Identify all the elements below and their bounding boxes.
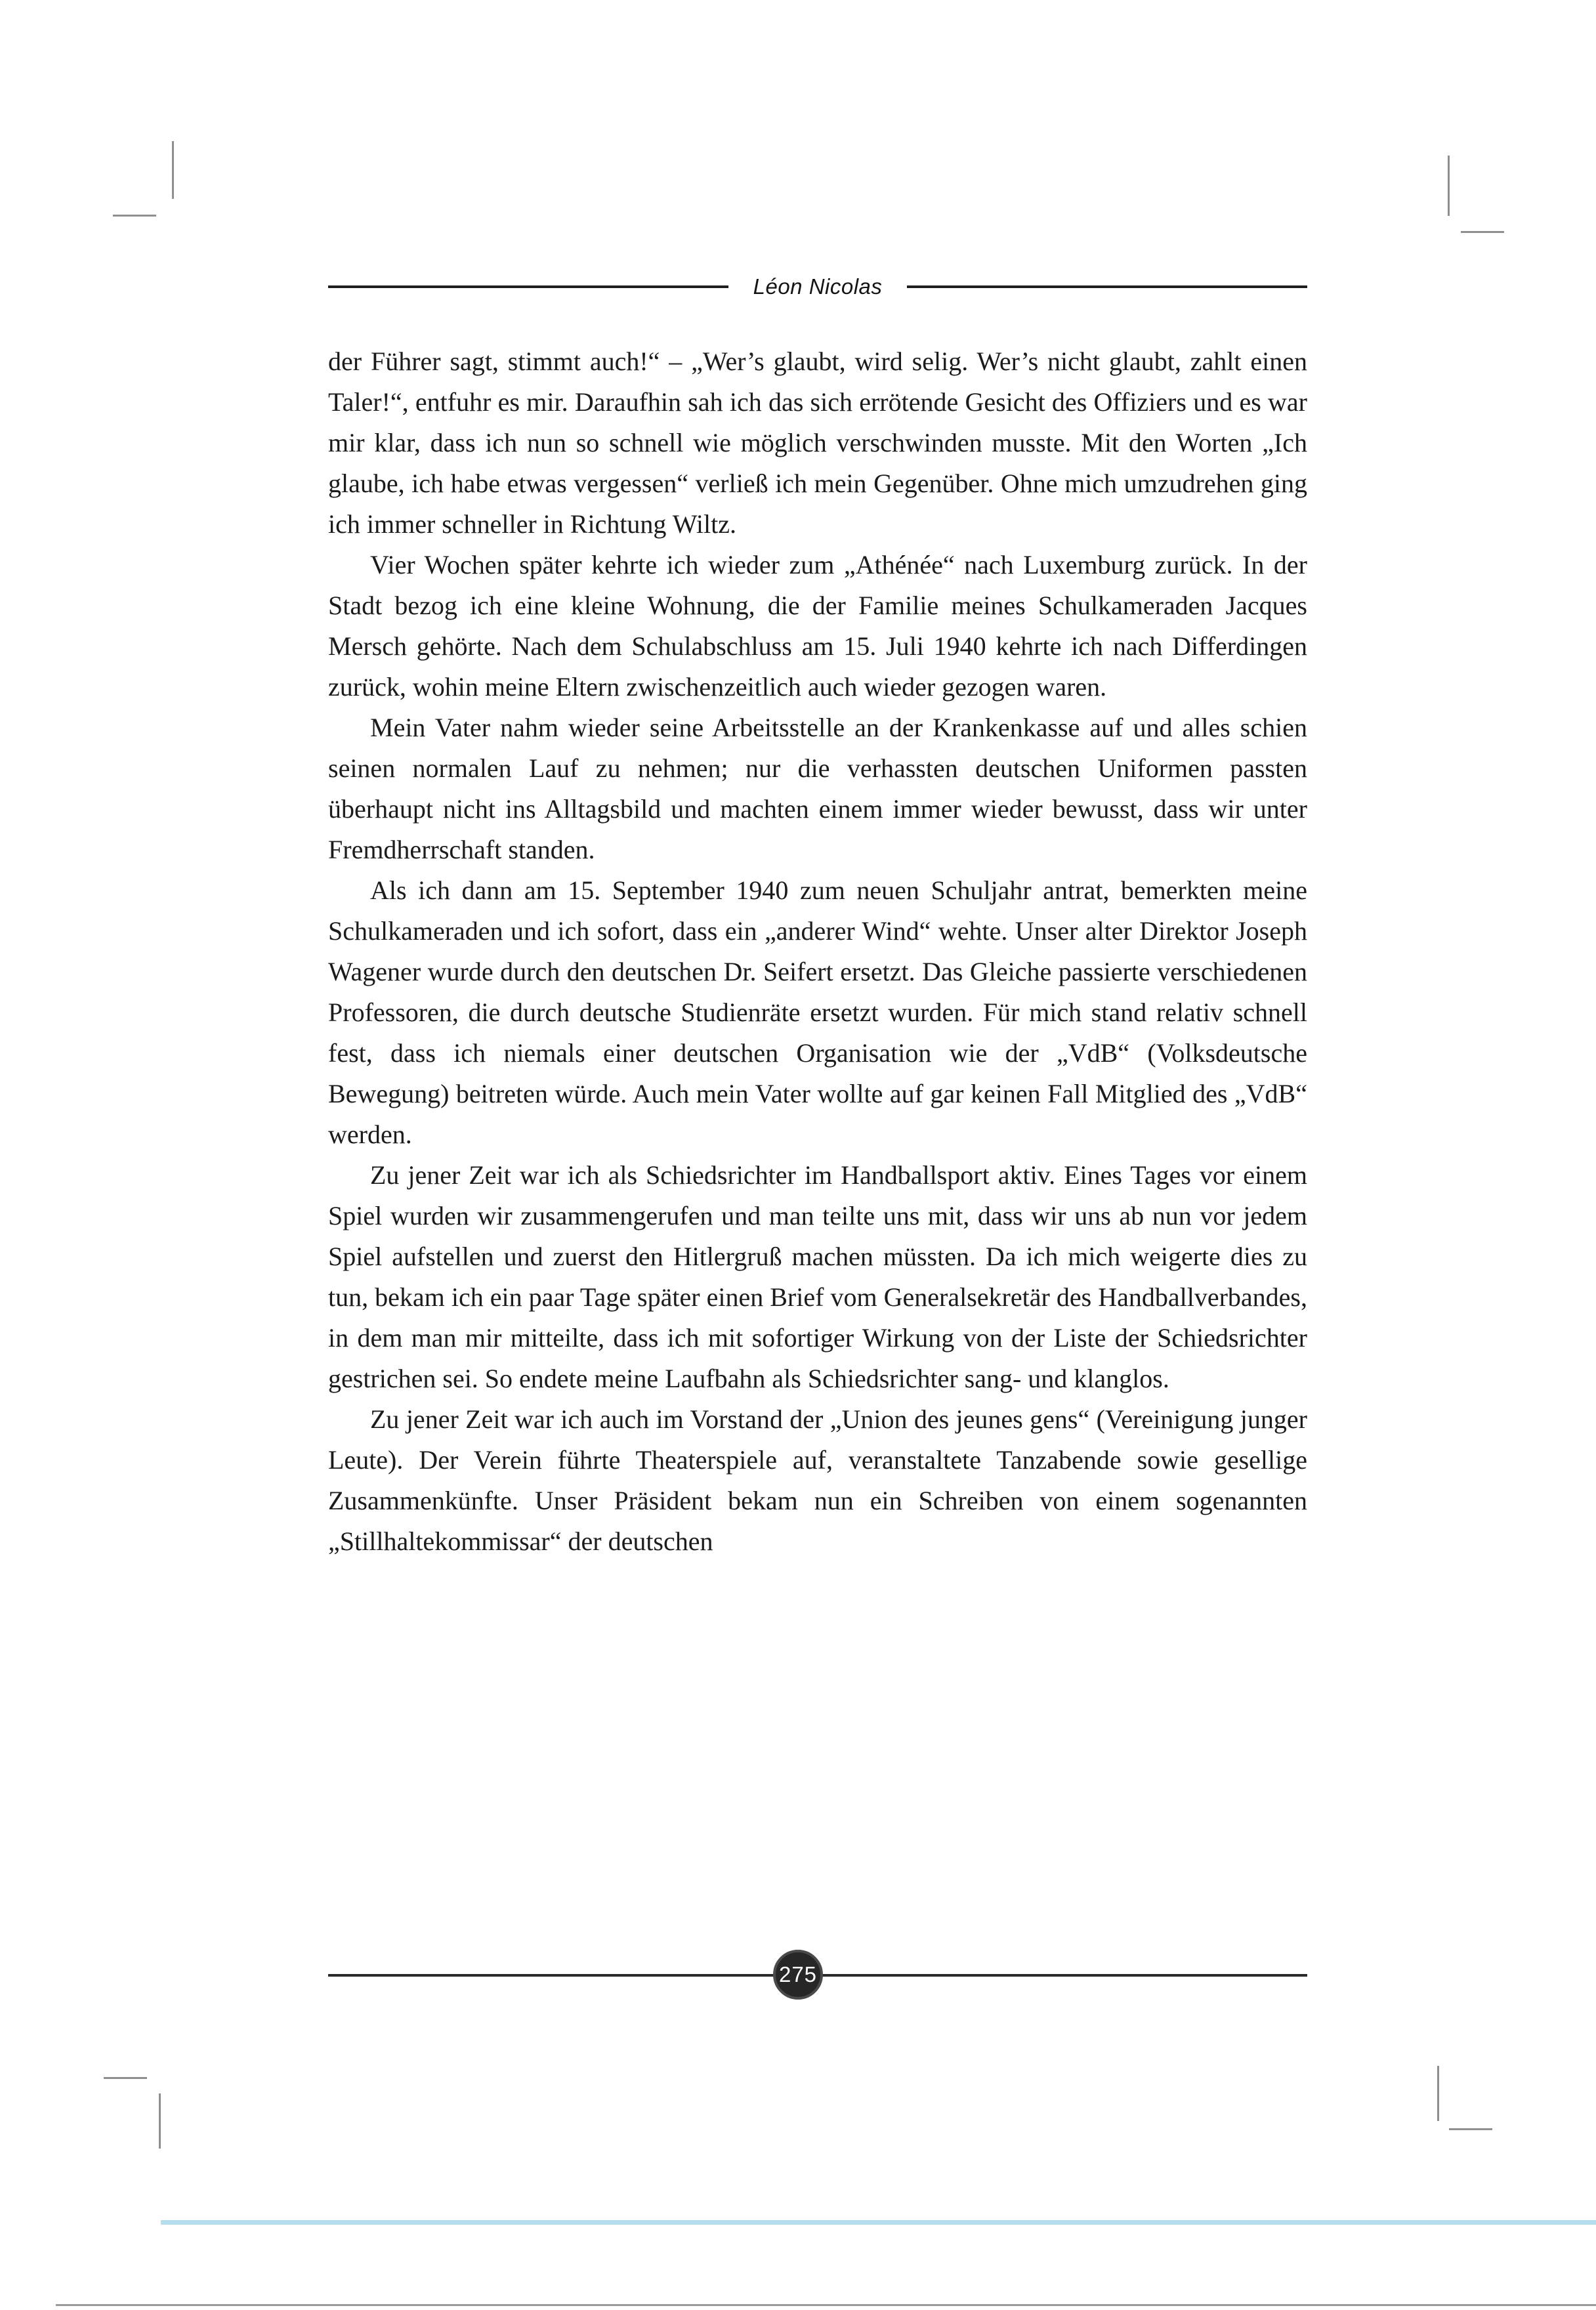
paragraph: Mein Vater nahm wieder seine Arbeitsstelle an der Krankenkasse auf und alles schien seinen normalen Lauf zu nehmen; nur die verhassten deutschen Uniformen passten überhaupt nicht ins Alltagsbild und machten einem immer wieder bewusst, dass wir unter Fremdherrschaft standen. bbox=[328, 713, 1307, 864]
crop-mark-bottom-left-vertical bbox=[159, 2093, 161, 2149]
crop-mark-top-right-vertical bbox=[1448, 156, 1450, 216]
crop-mark-top-right-horizontal bbox=[1461, 231, 1504, 233]
page-body-text bbox=[328, 341, 1307, 1562]
crop-mark-bottom-right-horizontal bbox=[1449, 2128, 1492, 2130]
paragraph: Zu jener Zeit war ich als Schiedsrichter im Handballsport aktiv. Eines Tages vor einem Spiel wurden wir zusammengerufen und man teilte uns mit, dass wir uns ab nun vor jedem Spiel aufstellen und zuerst den Hitlergruß machen müssten. Da ich mich weigerte dies zu tun, bekam ich ein paar Tage später einen Brief vom Generalsekretär des Handballverbandes, in dem man mir mitteilte, dass ich mit sofortiger Wirkung von der Liste der Schiedsrichter gestrichen sei. So endete meine Laufbahn als Schiedsrichter sang- und klanglos. bbox=[328, 1160, 1307, 1393]
page-number: 275 bbox=[778, 1962, 818, 1986]
paragraph: der Führer sagt, stimmt auch!“ – „Wer’s glaubt, wird selig. Wer’s nicht glaubt, zahlt einen Taler!“, entfuhr es mir. Daraufhin sah ich das sich errötende Gesicht des Offiziers und es war mir klar, dass ich nun so schnell wie möglich verschwinden musste. Mit den Worten „Ich glaube, ich habe etwas vergessen“ verließ ich mein Gegenüber. Ohne mich umzudrehen ging ich immer schneller in Richtung Wiltz. bbox=[328, 346, 1307, 539]
crop-mark-top-left-vertical bbox=[172, 141, 174, 199]
paragraph: Zu jener Zeit war ich auch im Vorstand der „Union des jeunes gens“ (Vereinigung junger Leute). Der Verein führte Theaterspiele auf, veranstaltete Tanzabende sowie gesellige Zusammenkünfte. Unser Präsident bekam nun ein Schreiben von einem sogenannten „Stillhaltekommissar“ der deutschen bbox=[328, 1404, 1307, 1556]
running-header bbox=[328, 274, 1307, 299]
paragraph: Als ich dann am 15. September 1940 zum neuen Schuljahr antrat, bemerkten meine Schulkameraden und ich sofort, dass ein „anderer Wind“ wehte. Unser alter Direktor Joseph Wagener wurde durch den deutschen Dr. Seifert ersetzt. Das Gleiche passierte verschiedenen Professoren, die durch deutsche Studienräte ersetzt wurden. Für mich stand relativ schnell fest, dass ich niemals einer deutschen Organisation wie der „VdB“ (Volksdeutsche Bewegung) beitreten würde. Auch mein Vater wollte auf gar keinen Fall Mitglied des „VdB“ werden. bbox=[328, 875, 1307, 1149]
paragraph: Vier Wochen später kehrte ich wieder zum „Athénée“ nach Luxemburg zurück. In der Stadt bezog ich eine kleine Wohnung, die der Familie meines Schulkameraden Jacques Mersch gehörte. Nach dem Schulabschluss am 15. Juli 1940 kehrte ich nach Differdingen zurück, wohin meine Eltern zwischenzeitlich auch wieder gezogen waren. bbox=[328, 550, 1307, 702]
scan-artifact-gray-line bbox=[56, 2304, 1596, 2306]
crop-mark-top-left-horizontal bbox=[113, 215, 156, 217]
page-number-badge bbox=[773, 1950, 823, 2000]
header-rule-left bbox=[328, 285, 728, 288]
crop-mark-bottom-left-horizontal bbox=[104, 2077, 147, 2079]
crop-mark-bottom-right-vertical bbox=[1437, 2066, 1439, 2121]
running-header-title: Léon Nicolas bbox=[753, 274, 883, 299]
scan-artifact-blue-line bbox=[161, 2220, 1596, 2225]
header-rule-right bbox=[907, 285, 1307, 288]
